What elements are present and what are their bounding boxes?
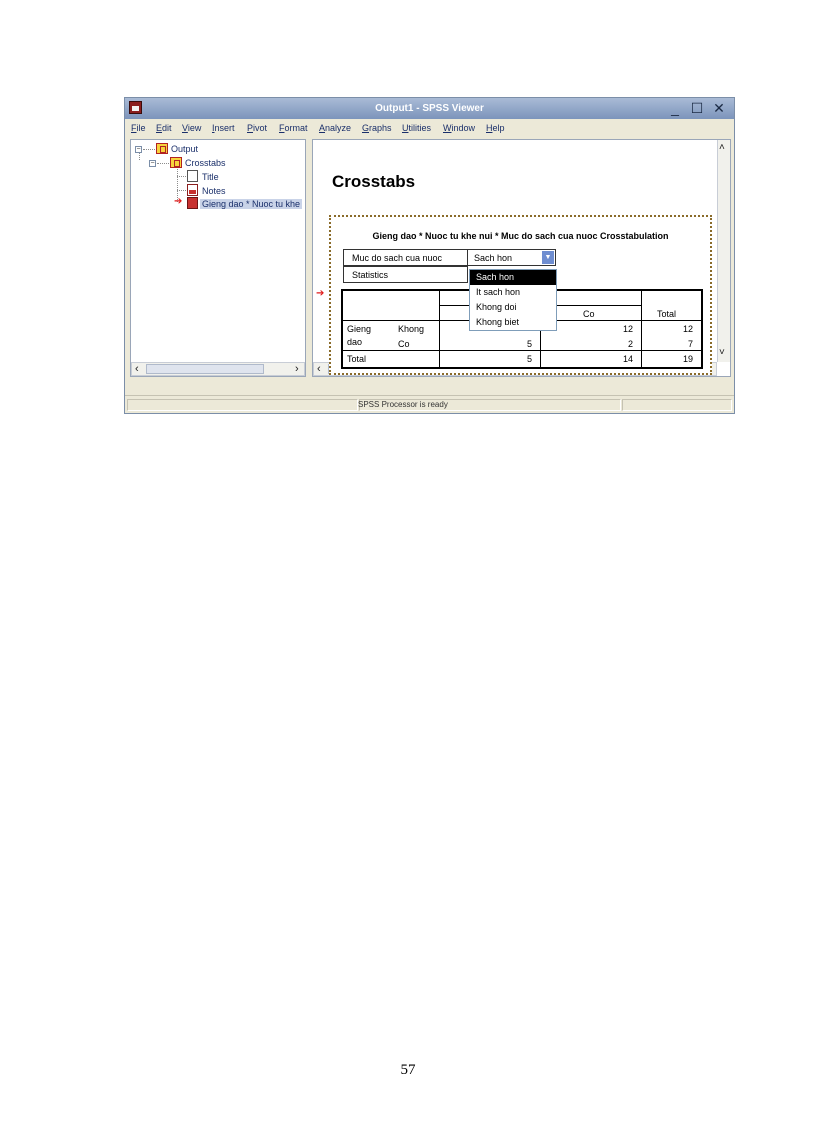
tree-item-output[interactable]: Output	[171, 144, 199, 154]
scroll-down-arrow-icon[interactable]: ˅	[719, 347, 725, 358]
menu-format[interactable]: Format	[279, 123, 308, 133]
pivot-table-icon	[187, 197, 198, 209]
menu-pivot[interactable]: Pivot	[247, 123, 268, 133]
statistics-label: Statistics	[343, 266, 468, 283]
maximize-button[interactable]: ☐	[690, 100, 704, 116]
outline-horizontal-scrollbar[interactable]	[131, 362, 305, 376]
red-arrow-icon: ➔	[316, 288, 325, 299]
menu-graphs[interactable]: Graphs	[362, 123, 392, 133]
scroll-up-arrow-icon[interactable]: ˄	[719, 142, 725, 153]
dropdown-option[interactable]: Sach hon	[470, 270, 556, 285]
row-header-khong: Khong	[398, 324, 425, 334]
tree-item-crosstabs[interactable]: Crosstabs	[185, 158, 226, 168]
grid-line	[439, 291, 440, 367]
layer-dropdown-value: Sach hon	[474, 253, 513, 263]
row-header-total: Total	[347, 354, 367, 364]
cell-total-khong: 5	[526, 354, 532, 364]
book-icon	[170, 157, 182, 168]
cell-co-co: 2	[627, 339, 633, 349]
document-icon	[187, 170, 198, 182]
red-arrow-icon: ➔	[174, 196, 183, 207]
layer-dropdown[interactable]	[467, 249, 556, 266]
minimize-button[interactable]: _	[671, 100, 679, 116]
tree-connector	[139, 153, 140, 160]
scroll-left-arrow-icon[interactable]: ‹	[317, 363, 321, 375]
cell-total-co: 14	[622, 354, 633, 364]
close-button[interactable]: ✕	[713, 100, 725, 116]
status-text: SPSS Processor is ready	[358, 400, 448, 409]
cell-co-total: 7	[687, 339, 693, 349]
collapse-crosstabs-icon[interactable]: −	[150, 160, 155, 167]
window-title: Output1 - SPSS Viewer	[375, 103, 484, 114]
row-header-co: Co	[398, 339, 410, 349]
title-bar[interactable]	[125, 98, 734, 119]
output-heading: Crosstabs	[332, 172, 416, 191]
menu-edit[interactable]: Edit	[156, 123, 172, 133]
book-icon	[156, 143, 168, 154]
layer-dropdown-list[interactable]	[469, 269, 557, 331]
tree-connector	[157, 163, 169, 164]
menu-utilities[interactable]: Utilities	[402, 123, 432, 133]
menu-help[interactable]: Help	[486, 123, 505, 133]
cell-co-khong: 5	[526, 339, 532, 349]
pivot-title: Gieng dao * Nuoc tu khe nui * Muc do sach cua nuoc Crosstabulation	[372, 231, 669, 241]
cell-khong-co: 12	[622, 324, 633, 334]
scroll-thumb[interactable]	[146, 364, 264, 374]
scroll-left-arrow-icon[interactable]: ‹	[135, 363, 139, 375]
menu-bar	[125, 119, 734, 137]
dropdown-option[interactable]: It sach hon	[476, 287, 521, 297]
page-number: 57	[400, 1062, 416, 1078]
tree-item-crosstab-table[interactable]: Gieng dao * Nuoc tu khe	[202, 199, 301, 209]
tree-item-notes[interactable]: Notes	[202, 186, 226, 196]
menu-file[interactable]: File	[131, 123, 146, 133]
tree-connector	[143, 149, 155, 150]
row-group-label: Gieng	[347, 324, 372, 334]
tree-item-title[interactable]: Title	[202, 172, 219, 182]
content-vertical-scrollbar[interactable]	[717, 140, 730, 362]
grid-line	[343, 350, 701, 351]
outline-pane[interactable]	[130, 139, 306, 377]
collapse-output-icon[interactable]: −	[136, 146, 141, 153]
dropdown-option[interactable]: Khong doi	[476, 302, 517, 312]
notes-icon	[187, 184, 198, 196]
scroll-right-arrow-icon[interactable]: ›	[295, 363, 299, 375]
menu-view[interactable]: View	[182, 123, 202, 133]
tree-connector	[177, 176, 186, 177]
status-bar	[125, 395, 734, 414]
row-group-label: dao	[347, 337, 363, 347]
layer-label: Muc do sach cua nuoc	[343, 249, 468, 266]
tree-connector	[177, 190, 186, 191]
menu-insert[interactable]: Insert	[212, 123, 235, 133]
column-header-co: Co	[583, 309, 595, 319]
cell-khong-total: 12	[682, 324, 693, 334]
grid-line	[641, 291, 642, 367]
menu-window[interactable]: Window	[443, 123, 476, 133]
cell-total-total: 19	[682, 354, 693, 364]
column-header-total: Total	[657, 309, 677, 319]
dropdown-arrow-icon[interactable]: ▼	[542, 251, 554, 264]
status-segment	[127, 399, 358, 411]
dropdown-option[interactable]: Khong biet	[476, 317, 520, 327]
menu-analyze[interactable]: Analyze	[319, 123, 352, 133]
status-segment	[622, 399, 732, 411]
